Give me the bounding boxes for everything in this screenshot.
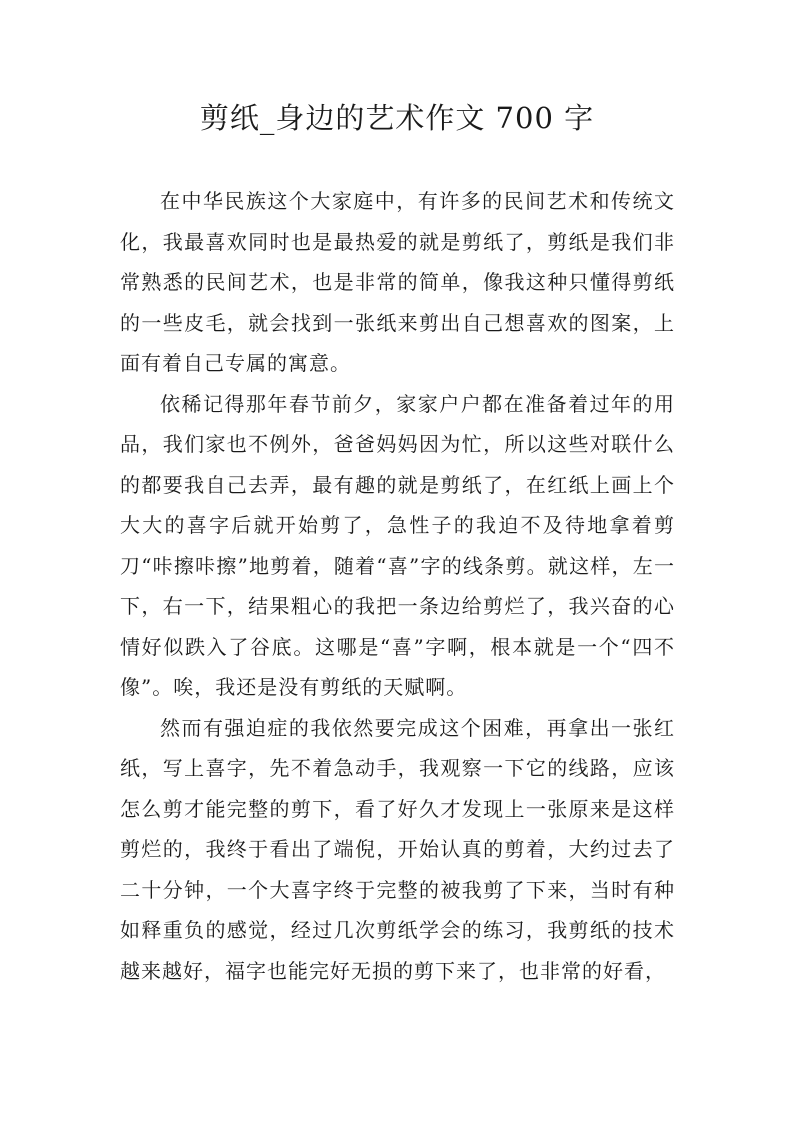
paragraph-2: 依稀记得那年春节前夕，家家户户都在准备着过年的用品，我们家也不例外，爸爸妈妈因为忙，所以这些对联什么的都要我自己去弄，最有趣的就是剪纸了，在红纸上画上个大大的喜字后就开始剪了，急性子的我迫不及待地拿着剪刀“咔擦咔擦”地剪着，随着“喜”字的线条剪。就这样，左一下，右一下，结果粗心的我把一条边给剪烂了，我兴奋的心情好似跌入了谷底。这哪是“喜”字啊，根本就是一个“四不像”。唉，我还是没有剪纸的天赋啊。 — [120, 391, 675, 699]
page-title: 剪纸_身边的艺术作文 700 字 — [199, 101, 595, 135]
paragraph-3: 然而有强迫症的我依然要完成这个困难，再拿出一张红纸，写上喜字，先不着急动手，我观察一下它的线路，应该怎么剪才能完整的剪下，看了好久才发现上一张原来是这样剪烂的，我终于看出了端倪，开始认真的剪着，大约过去了二十分钟，一个大喜字终于完整的被我剪了下来，当时有种如释重负的感觉，经过几次剪纸学会的练习，我剪纸的技术越来越好，福字也能完好无损的剪下来了，也非常的好看， — [120, 715, 675, 983]
paragraph-1: 在中华民族这个大家庭中，有许多的民间艺术和传统文化，我最喜欢同时也是最热爱的就是剪纸了，剪纸是我们非常熟悉的民间艺术，也是非常的简单，像我这种只懂得剪纸的一些皮毛，就会找到一张纸来剪出自己想喜欢的图案，上面有着自己专属的寓意。 — [120, 189, 675, 375]
essay-body — [120, 181, 675, 991]
